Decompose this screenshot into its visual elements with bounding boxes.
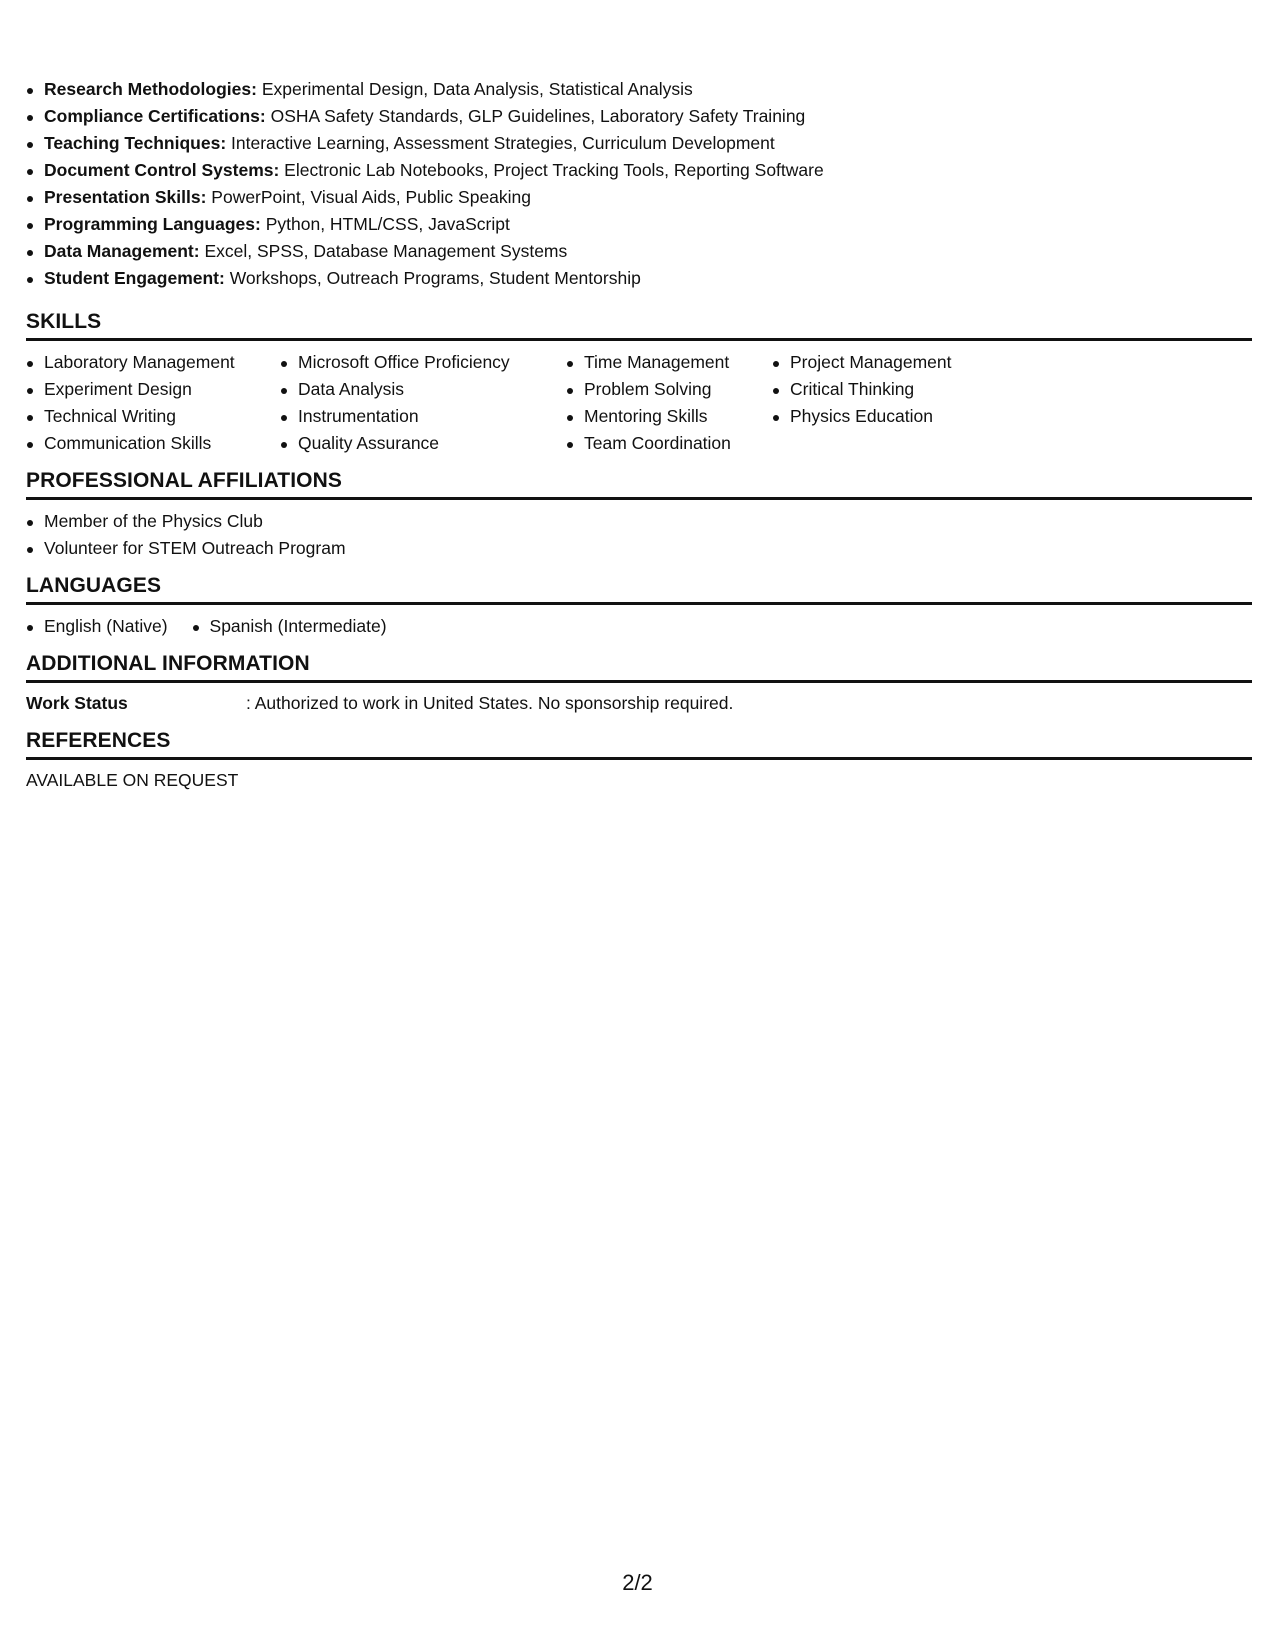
- references-text: AVAILABLE ON REQUEST: [26, 770, 239, 790]
- list-item: Time Management: [566, 349, 750, 376]
- skill-category-value: Workshops, Outreach Programs, Student Mentorship: [224, 268, 641, 288]
- page-number: 2/2: [622, 1570, 653, 1595]
- list-item: Microsoft Office Proficiency: [280, 349, 544, 376]
- list-item: Project Management: [772, 349, 972, 376]
- list-item: [26, 157, 1252, 184]
- skill-category-value: Interactive Learning, Assessment Strategies, Curriculum Development: [226, 133, 775, 153]
- languages-list: [26, 605, 1252, 640]
- affiliations-section: [26, 467, 1252, 562]
- skill-category-label: Student Engagement:: [44, 268, 225, 288]
- skill-category-label: Research Methodologies:: [44, 79, 257, 99]
- list-item: [26, 265, 1252, 292]
- list-item: Team Coordination: [566, 430, 750, 457]
- technical-skills-list: [26, 76, 1252, 292]
- list-item: Member of the Physics Club: [26, 508, 1252, 535]
- list-item: Laboratory Management: [26, 349, 258, 376]
- skills-column: [280, 349, 544, 457]
- skill-category-value: Electronic Lab Notebooks, Project Tracking Tools, Reporting Software: [279, 160, 824, 180]
- list-item: English (Native): [26, 613, 168, 640]
- skill-category-label: Data Management:: [44, 241, 200, 261]
- skill-category-value: OSHA Safety Standards, GLP Guidelines, Laboratory Safety Training: [265, 106, 806, 126]
- skill-category-value: Experimental Design, Data Analysis, Statistical Analysis: [256, 79, 693, 99]
- skill-category-label: Presentation Skills:: [44, 187, 207, 207]
- skill-category-label: Programming Languages:: [44, 214, 261, 234]
- skills-column: [566, 349, 750, 457]
- languages-section: [26, 572, 1252, 640]
- list-item: Spanish (Intermediate): [192, 613, 387, 640]
- work-status-row: [26, 683, 1252, 715]
- affiliations-list: [26, 500, 1252, 562]
- skills-grid: [26, 341, 1252, 457]
- skill-category-value: Python, HTML/CSS, JavaScript: [260, 214, 510, 234]
- list-item: [26, 211, 1252, 238]
- resume-page: [26, 76, 1252, 792]
- section-title: LANGUAGES: [26, 572, 1252, 605]
- list-item: Quality Assurance: [280, 430, 544, 457]
- list-item: Volunteer for STEM Outreach Program: [26, 535, 1252, 562]
- list-item: Physics Education: [772, 403, 972, 430]
- skills-column: [26, 349, 258, 457]
- list-item: Critical Thinking: [772, 376, 972, 403]
- additional-info-section: [26, 650, 1252, 715]
- skill-category-label: Compliance Certifications:: [44, 106, 266, 126]
- list-item: Problem Solving: [566, 376, 750, 403]
- skills-section: [26, 308, 1252, 457]
- skill-category-value: PowerPoint, Visual Aids, Public Speaking: [206, 187, 532, 207]
- skill-category-value: Excel, SPSS, Database Management Systems: [199, 241, 568, 261]
- list-item: Technical Writing: [26, 403, 258, 430]
- list-item: Communication Skills: [26, 430, 258, 457]
- work-status-value: : Authorized to work in United States. No sponsorship required.: [246, 693, 734, 713]
- list-item: Data Analysis: [280, 376, 544, 403]
- skills-column: [772, 349, 972, 457]
- section-title: ADDITIONAL INFORMATION: [26, 650, 1252, 683]
- list-item: Instrumentation: [280, 403, 544, 430]
- skill-category-label: Teaching Techniques:: [44, 133, 227, 153]
- references-section: [26, 727, 1252, 792]
- work-status-label: Work Status: [26, 693, 128, 713]
- list-item: [26, 103, 1252, 130]
- section-title: PROFESSIONAL AFFILIATIONS: [26, 467, 1252, 500]
- list-item: [26, 184, 1252, 211]
- list-item: Mentoring Skills: [566, 403, 750, 430]
- list-item: [26, 238, 1252, 265]
- skill-category-label: Document Control Systems:: [44, 160, 280, 180]
- section-title: SKILLS: [26, 308, 1252, 341]
- list-item: [26, 130, 1252, 157]
- section-title: REFERENCES: [26, 727, 1252, 760]
- list-item: Experiment Design: [26, 376, 258, 403]
- list-item: [26, 76, 1252, 103]
